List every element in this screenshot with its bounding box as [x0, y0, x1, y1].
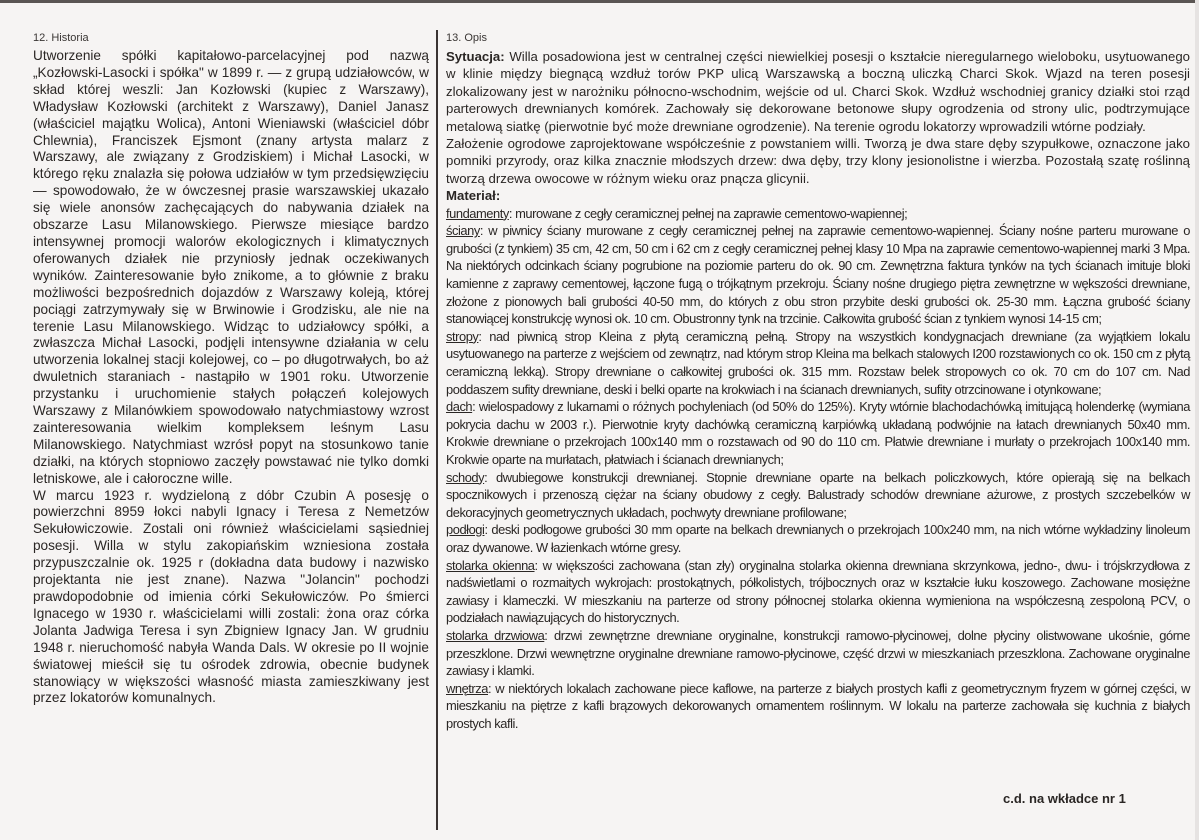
material-item — [446, 680, 1190, 733]
material-item-text: : w niektórych lokalach zachowane piece kaflowe, na parterze z białych prostych kafli z geometrycznym fryzem w górnej części, w mieszkaniu na piętrze z kafli brązowych dekorowanych ornamentem roślinnym. W lokalu na parterze zachowała się kuchnia z białych prostych kafli. — [446, 680, 1190, 731]
continuation-note: c.d. na wkładce nr 1 — [1003, 791, 1126, 806]
history-paragraph: Utworzenie spółki kapitałowo-parcelacyjnej pod nazwą „Kozłowski-Lasocki i spółka" w 1899 r. — z grupą udziałowców, w skład której weszli: Jan Kozłowski (kupiec z Warszawy), Władysław Kozłowski (architekt z Warszawy), Daniel Janasz (właściciel majątku Wolica), Antoni Wieniawski (właściciel dóbr Chlewnia), Franciszek Ejsmont (znany artysta malarz z Warszawy, ale związany z Grodziskiem) i Michał Lasocki, w którego ręku znalazła się połowa udziałów w tym przedsięwzięciu — spowodowało, że w ówczesnej prasie warszawskiej ukazało się wiele anonsów zachęcających do nabywania działek na obszarze Lasu Milanowskiego. Pierwsze miesiące bardzo intensywnej promocji walorów ekologicznych i klimatycznych oferowanych działek nie przyniosły jednak oczekiwanych wyników. Zainteresowanie było znikome, a to głównie z braku możliwości bezpośrednich dojazdów z Warszawy koleją, której pociągi zatrzymywały się w Brwinowie i Grodzisku, ale nie na terenie Lasu Milanowskiego. Widząc to udziałowcy spółki, a zwłaszcza Michał Lasocki, podjęli intensywne działania w celu utworzenia lokalnej stacji kolejowej, co – po długotrwałych, bo aż dwuletnich staraniach - nastąpiło w 1901 roku. Utworzenie przystanku i uruchomienie stałych połączeń kolejowych Warszawy z Milanówkiem spowodowało natychmiastowy wzrost zainteresowania wielkim kompleksem leśnym Lasu Milanowskiego. Natychmiast wzrósł popyt na stosunkowo tanie działki, na których stopniowo zaczęły powstawać nie tylko domki letniskowe, ale i całoroczne wille. — [33, 48, 429, 486]
description-section — [446, 31, 1190, 732]
material-item — [446, 222, 1190, 328]
material-item-label: ściany — [446, 223, 480, 239]
history-paragraph: W marcu 1923 r. wydzieloną z dóbr Czubin A posesję o powierzchni 8959 łokci nabyli Ignacy i Teresa z Nemetzów Sekułowiczowie. Zostali oni również właścicielami sąsiedniej posesji. Willa w stylu zakopiańskim wzniesiona została przypuszczalnie ok. 1925 r (dokładna data budowy i nazwisko projektanta nie jest znane). Nazwa "Jolancin" pochodzi prawdopodobnie od imienia córki Sekułowiczów. Po śmierci Ignacego w 1930 r. właścicielami willi zostali: żona oraz córka Jolanta Jadwiga Teresa i syn Zbigniew Ignacy Jan. W grudniu 1948 r. nieruchomość nabyła Wanda Dals. W okresie po II wojnie światowej mieścił się tu ośrodek zdrowia, obecnie budynek stanowiący w większości własność miasta zamieszkiwany jest przez lokatorów komunalnych. — [33, 487, 429, 706]
history-heading: 12. Historia — [33, 32, 89, 44]
material-item-label: wnętrza — [446, 680, 488, 696]
material-item — [446, 328, 1190, 398]
material-item — [446, 557, 1190, 627]
material-item-label: stropy — [446, 328, 479, 344]
page-right-edge — [1195, 0, 1199, 840]
material-item-label: fundamenty — [446, 205, 509, 221]
material-item-text: : drzwi zewnętrzne drewniane oryginalne, konstrukcji ramowo-płycinowej, dolne płyciny olistwowane ukośnie, górne przeszklone. Drzwi wewnętrzne oryginalne drewniane ramowo-płycinowe, część drzwi w mieszkaniach przeszklona. Zachowane oryginalne zawiasy i klamki. — [446, 627, 1190, 679]
material-item-label: stolarka okienna — [446, 557, 535, 573]
garden-paragraph: Założenie ogrodowe zaprojektowane współcześnie z powstaniem willi. Tworzą je dwa stare dęby szypułkowe, oznaczone jako pomniki przyrody, oraz kilka znacznie młodszych drzew: dwa dęby, trzy klony jesionolistne i wierzba. Pozostałą szatę roślinną tworzą drzewa owocowe w różnym wieku oraz pnącza glicynii. — [446, 136, 1190, 186]
material-item-text: : dwubiegowe konstrukcji drewnianej. Stopnie drewniane oparte na belkach policzkowych, które opierają się na belkach spocznikowych i przenoszą ciężar na ściany obudowy z cegły. Balustrady schodów drewniane ażurowe, z prostych szczebelków w dekoracyjnych geometrycznych układach, pochwyty drewniane profilowane; — [446, 469, 1190, 520]
history-section — [33, 31, 429, 707]
material-item — [446, 521, 1190, 556]
material-item — [446, 469, 1190, 522]
material-heading: Materiał: — [446, 188, 501, 204]
material-item-label: dach — [446, 399, 473, 415]
material-item-text: : w większości zachowana (stan zły) oryginalna stolarka okienna drewniana skrzynkowa, jedno-, dwu- i trójskrzydłowa z nadświetlami o rozmaitych wykrojach: prostokątnych, półkolistych, trójbocznych oraz w kształcie łuku koszowego. Zachowane mosiężne zawiasy i klameczki. W mieszkaniu na parterze od strony północnej stolarka okienna wymieniona na współczesną zespoloną PCV, o podziałach nawiązujących do historycznych. — [446, 557, 1190, 626]
column-divider — [436, 30, 438, 830]
material-item-label: podłogi — [446, 522, 485, 538]
material-item — [446, 205, 1190, 223]
material-item-label: schody — [446, 469, 485, 485]
situation-label: Sytuacja: — [446, 49, 505, 64]
material-item-text: : w piwnicy ściany murowane z cegły ceramicznej pełnej na zaprawie cementowo-wapiennej. Ściany nośne parteru murowane o grubości (z tynkiem) 35 cm, 42 cm, 50 cm i 62 cm z cegły ceramicznej pełnej klasy 10 Mpa na zaprawie cementowo-wapiennej marki 3 Mpa. Na niektórych odcinkach ściany pogrubione na poziomie parteru do ok. 90 cm. Zewnętrzna faktura tynków na tych ścianach imituje bloki kamienne z zaprawy cementowej, łączone fugą o trójkątnym przekroju. Ściany nośne drugiego piętra zewnętrzne w wększości drewniane, złożone z pionowych bali grubości 40-50 mm, do których z obu stron przybite deski grubości ok. 25-30 mm. Łączna grubość ściany stanowiącej konstrukcję wynosi ok. 10 cm. Obustronny tynk na trzcinie. Całkowita grubość ścian z tynkiem wynosi 14-15 cm; — [446, 223, 1190, 327]
material-list — [446, 205, 1190, 733]
material-item-text: : nad piwnicą strop Kleina z płytą ceramiczną pełną. Stropy na wszystkich kondygnacjach drewniane (za wyjątkiem lokalu usytuowanego na parterze z wejściem od zewnątrz, nad którym strop Kleina ma belkach stalowych I200 rozstawionych co ok. 150 cm z płytą ceramiczną lekką). Stropy drewniane o całkowitej grubości ok. 315 mm. Rozstaw belek stropowych co ok. 70 cm do 107 cm. Nad poddaszem sufity drewniane, deski i belki oparte na krokwiach i na ścianach drewnianych, sufity otrzcinowane i otynkowane; — [446, 328, 1190, 397]
situation-text: Willa posadowiona jest w centralnej części niewielkiej posesji o kształcie nieregularnego wieloboku, usytuowanego w klinie między biegnącą wzdłuż torów PKP ulicą Warszawską a boczną uliczką Charci Skok. Wjazd na teren posesji zlokalizowany jest w narożniku północno-wschodnim, wejście od ul. Charci Skok. Wzdłuż wschodniej granicy działki stoi rząd parterowych drewnianych komórek. Zachowały się dekorowane betonowe słupy ogrodzenia od strony ulic, podtrzymujące metalową siatkę (pierwotnie być może drewniane ogrodzenie). Na terenie ogrodu lokatorzy wprowadzili wtórne podziały. — [446, 49, 1190, 134]
material-item-text: : wielospadowy z lukarnami o różnych pochyleniach (od 50% do 125%). Kryty wtórnie blachodachówką imitującą holenderkę (wymiana pokrycia dachu w 2003 r.). Pierwotnie kryty dachówką ceramiczną karpiówką układaną podwójnie na łatach drewnianych 50x40 mm. Krokwie drewniane o przekrojach 100x140 mm o rozstawach od 90 do 110 cm. Płatwie drewniane i murłaty o przekrojach 100x140 mm. Krokwie oparte na murłatach, płatwiach i ścianach drewnianych; — [446, 399, 1190, 467]
page-top-border — [0, 0, 1199, 3]
material-item — [446, 398, 1190, 468]
material-item-text: : deski podłogowe grubości 30 mm oparte na belkach drewnianych o przekrojach 100x240 mm, na nich wtórne wykładziny linoleum oraz dywanowe. W łazienkach wtórne gresy. — [446, 522, 1190, 555]
description-heading: 13. Opis — [446, 32, 487, 44]
material-item-label: stolarka drzwiowa — [446, 627, 545, 643]
material-item — [446, 627, 1190, 680]
material-item-text: : murowane z cegły ceramicznej pełnej na zaprawie cementowo-wapiennej; — [508, 205, 908, 221]
situation-paragraph — [446, 48, 1190, 135]
